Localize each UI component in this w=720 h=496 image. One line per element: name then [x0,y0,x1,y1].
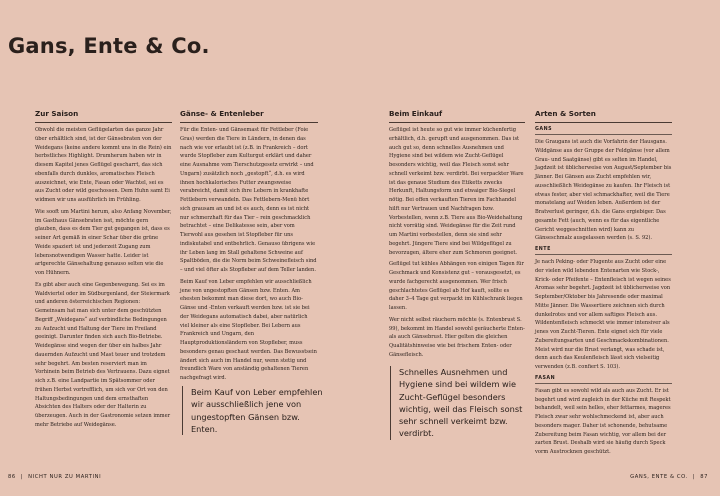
column-beim-einkauf [389,109,525,363]
page-number-left: 86 [8,474,16,480]
subheading-fasan: FASAN [535,376,672,384]
paragraph: Geflügel tut kühles Abhängen von einigen Tagen für Geschmack und Konsistenz gut – vorausgesetzt, es wurde fachgerecht ausgenommen. Wer frisch geschlachtetes Geflügel ab Hof kauft, sollte es daher 3–4 Tage gut verpackt im Kühlschrank liegen lassen. [389,261,524,311]
column-heading: Gänse- & Entenleber [180,109,318,123]
page-number-right: 87 [700,474,708,480]
pull-quote: Schnelles Ausnehmen und Hygiene sind bei wildem wie Zucht-Geflügel besonders wichtig, weil das Fleisch sonst sehr schnell verkeimt bzw. verdirbt. [390,366,529,440]
column-zur-saison [35,109,172,433]
running-head-right: GANS, ENTE & CO. [630,474,688,480]
column-heading: Beim Einkauf [389,109,525,123]
paragraph: Beim Kauf von Leber empfehlen wir ausschließlich jene von ungestopften Gänsen bzw. Enten. Am ehesten bekommt man diese dort, wo auch Bio-Gänse und -Enten verkauft werden bzw. ist sie bei der Weidegans automatisch dabei, aber natürlich viel kleiner als eine Stopfleber. Bei Lebern aus Frankreich und Ungarn, den Hauptproduktionsländern von Stopfleber, muss besonders genau geschaut werden. Das Bewusstsein ändert sich auch im Handel nur, wenn stetig und freundlich Ware von anständig gehaltenen Tieren nachgefragt wird. [180,278,317,381]
running-head-left: NICHT NUR ZU MARTINI [28,474,102,480]
paragraph: Wie sooft um Martini herum, also Anfang November, im Gasthaus Gänsebraten isst, möchte gern glauben, dass es dem Tier gut gegangen ist, dass es seiner Art gemäß in einer Schar über die grüne Weide spaziert ist und jederzeit Zugang zum lebensnotwendigen Wasser hatte. Leider ist artgerechte Gänsehaltung genauso selten wie die von Hühnern. [35,208,172,276]
column-heading: Zur Saison [35,109,172,123]
subheading-ente: ENTE [535,247,672,255]
pull-quote: Beim Kauf von Leber empfehlen wir ausschließlich jene von ungestopften Gänsen bzw. Enten. [182,386,327,435]
paragraph: Obwohl die meisten Geflügelarten das ganze Jahr über erhältlich sind, ist der Gänsebraten von der Weidegans (keine andere kommt uns in die Rein) ein herbstliches Highlight. Drumherum haben wir in diesem Kapitel jenes Geflügel gescharrt, das sich ebenfalls durch dunkles, aromatisches Fleisch auszeichnet, wie Ente, Fasan oder Wachtel, sei es aus Zucht oder wild geschossen. Dem Huhn samt Ei widmen wir uns ausführlich im Frühling. [35,127,172,203]
paragraph: Geflügel ist heute so gut wie immer küchenfertig erhältlich, d.h. gerupft und ausgenommen. Das ist auch gut so, denn schnelles Ausnehmen und Hygiene sind bei wildem wie Zucht-Geflügel besonders wichtig, weil das Fleisch sonst sehr schnell verkeimt bzw. verdirbt. Bei verpackter Ware ist das genaue Studium des Etiketts zwecks Herkunft, Haltungsform und etwaiger Bio-Siegel nötig. Bei offen verkauften Tieren im Fachhandel hilft nur Vertrauen und Nachfragen bzw. Vorbestellen, wenn z.B. Tiere aus Bio-Weidehaltung nicht vorrätig sind. Weidegänse für die Zeit rund um Martini vorbestellen, denn sie sind sehr begehrt. Jüngere Tiere sind bei Wildgeflügel zu bevorzugen, ältere eher zum Schmoren geeignet. [389,127,524,256]
paragraph: Die Graugans ist auch die Vorfahrin der Hausgans. Wildgänse aus der Gruppe der Feldgänse (vor allem Grau- und Saatgänse) gibt es selten im Handel, Jagdzeit ist üblicherweise von August/September bis Jänner. Bei Gänsen aus Zucht empfehlen wir, ausschließlich Weidegänse zu kaufen. Ihr Fleisch ist etwas fester, aber viel schmackhafter, weil die Tiere monatelang auf Weiden leben. Außerdem ist der Bratverlust geringer, d.h. die Gans ergiebiger. Das gesamte Fett (auch, wenn es für das eigentliche Gericht weggeschnitten wird) kann zu Gänseschmalz ausgelassen werden (s. S. 92). [535,139,672,242]
subheading-gans: GANS [535,127,672,135]
paragraph: Es gibt aber auch eine Gegenbewegung. Sei es im Waldviertel oder im Südburgenland, der Steiermark und anderen österreichischen Regionen: Gemeinsam hat man sich unter dem geschützten Begriff „Weidegans“ auf verbindliche Bedingungen zu Aufzucht und Haltung der Tiere im Freiland geeinigt. Darunter finden sich auch Bio-Betriebe. Weidegänse sind wegen der über ein halbes Jahr dauernden Aufzucht und Mast teuer und trotzdem sehr begehrt. Am besten reserviert man im Vorhinein beim Betrieb des Vertrauens. Dazu eignet sich z.B. eine Landpartie im Spätsommer oder frühen Herbst vortrefflich, um sich vor Ort von den Haltungsbedingungen und dem ernsthaften Absichten des Halters oder der Halterin zu überzeugen. Auch in der Gastronomie setzen immer mehr Betriebe auf Weidegänse. [35,281,171,428]
paragraph: Je nach Peking- oder Flugente aus Zucht oder eine der vielen wild lebenden Entenarten wie Stock-, Krick- oder Pfeifente – Entenfleisch ist wegen seines Aromas sehr begehrt. Jagdzeit ist üblicherweise von September/Oktober bis Jahresende oder maximal Mitte Jänner. Die Wassertiere zeichnen sich durch dunkelrotes und vor allem saftiges Fleisch aus. Wildentenfleisch schmeckt wie immer intensiver als jenes von Zucht-Tieren. Ente eignet sich für viele Zubereitungsarten und Geschmackskombinationen. Meist wird nur die Brust verlangt, was schade ist, denn auch das Keulenfleisch lässt sich vielseitig verwenden (z.B. confiert S. 103). [535,259,671,370]
footer-right [630,474,708,480]
footer-separator: | [692,474,696,480]
footer-left [8,474,101,480]
page-title: Gans, Ente & Co. [8,34,210,58]
paragraph: Fasan gibt es sowohl wild als auch aus Zucht. Er ist begehrt und wird zugleich in der Küche mit Respekt behandelt, weil sein helles, eher fettarmes, mageres Fleisch zwar sehr wohlschmeckend ist, aber auch besonders mager. Daher ist schonende, behutsame Zubereitung beim Fasan wichtig, vor allem bei der zarten Brust. Deshalb wird sie häufig durch Speck vorm Austrocknen geschützt. [535,387,671,455]
column-ganse-entenleber [180,109,318,386]
paragraph: Wer nicht selbst räuchern möchte (s. Entenbrust S. 99), bekommt im Handel sowohl geräucherte Enten- als auch Gänsebrust. Hier gelten die gleichen Qualitätshinweise wie bei frischem Enten- oder Gänsefleisch. [389,316,525,358]
footer-separator: | [20,474,24,480]
paragraph: Für die Enten- und Gänsemast für Fettleber (Foie Gras) werden die Tiere in Ländern, in denen das nach wie vor erlaubt ist (z.B. in Frankreich – dort wurde Stopfleber zum Kulturgut erklärt und daher eine Ausnahme vom Tierschutzgesetz erwirkt – und Ungarn) zusätzlich noch „gestopft“, d.h. es wird ihnen hochkalorisches Futter zwangsweise verabreicht, damit sich ihre Lebern in krankhafte Fettlebern verwandeln. Das Fettlebern-Menü hört sich grausam an und ist es auch, denn es ist nicht nur schmerzhaft für das Tier – rein geschmacklich betrachtet – eine Delikatesse sein, aber vom Tierwohl aus gesehen ist Stopfleber für uns indiskutabel und entbehrlich. Genauso übrigens wie ihr Leben lang im Stall gehaltene Schweine auf Spaltböden, die die Norm beim Schweinefleisch sind – und viel öfter als Stopfleber auf dem Teller landen. [180,127,317,273]
column-heading: Arten & Sorten [535,109,672,123]
column-arten-sorten [535,109,672,460]
